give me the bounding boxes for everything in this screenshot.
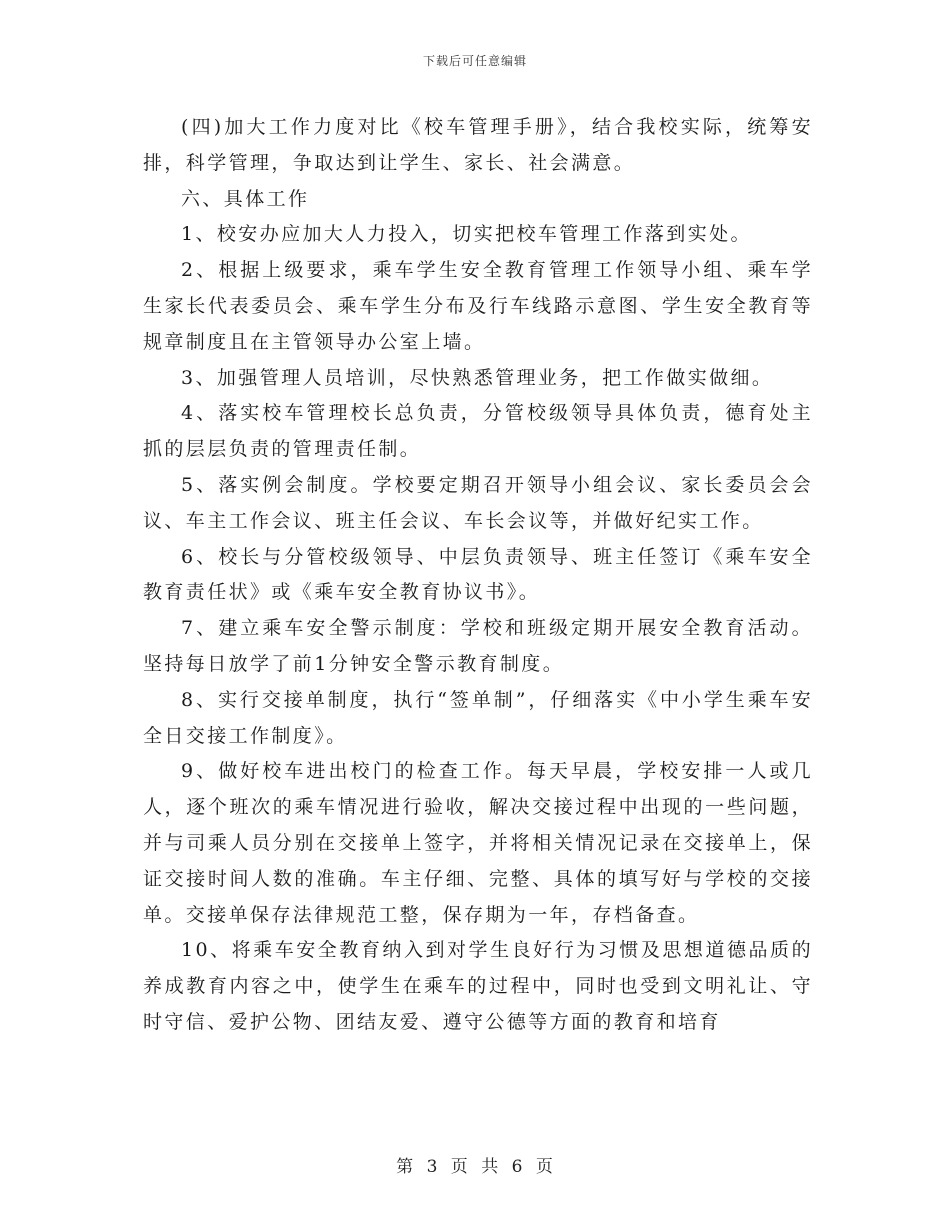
section-heading: 六、具体工作 xyxy=(181,187,310,210)
paragraph: (四)加大工作力度对比《校车管理手册》，结合我校实际，统筹安排，科学管理，争取达到让学生、家长、社会满意。 xyxy=(143,116,813,174)
paragraph: 3、加强管理人员培训，尽快熟悉管理业务，把工作做实做细。 xyxy=(181,366,774,389)
page-header-note: 下载后可任意编辑 xyxy=(422,54,527,68)
paragraph: 1、校安办应加大人力投入，切实把校车管理工作落到实处。 xyxy=(181,223,752,246)
paragraph: 4、落实校车管理校长总负责，分管校级领导具体负责，德育处主抓的层层负责的管理责任制。 xyxy=(143,402,813,461)
paragraph: 5、落实例会制度。学校要定期召开领导小组会议、家长委员会会议、车主工作会议、班主任会议、车长会议等，并做好纪实工作。 xyxy=(143,473,813,532)
paragraph: 2、根据上级要求，乘车学生安全教育管理工作领导小组、乘车学生家长代表委员会、乘车学生分布及行车线路示意图、学生安全教育等规章制度且在主管领导办公室上墙。 xyxy=(143,259,813,353)
paragraph: 9、做好校车进出校门的检查工作。每天早晨，学校安排一人或几人，逐个班次的乘车情况进行验收，解决交接过程中出现的一些问题，并与司乘人员分别在交接单上签字，并将相关情况记录在交接单上，保证交接时间人数的准确。车主仔细、完整、具体的填写好与学校的交接单。交接单保存法律规范工整，保存期为一年，存档备查。 xyxy=(143,760,813,926)
document-body xyxy=(143,110,813,1041)
page-number: 第 3 页 共 6 页 xyxy=(396,1157,554,1177)
paragraph: 8、实行交接单制度，执行“签单制”，仔细落实《中小学生乘车安全日交接工作制度》。 xyxy=(143,688,813,747)
paragraph: 7、建立乘车安全警示制度：学校和班级定期开展安全教育活动。坚持每日放学了前1分钟安全警示教育制度。 xyxy=(143,617,813,675)
paragraph: 10、将乘车安全教育纳入到对学生良好行为习惯及思想道德品质的养成教育内容之中，使学生在乘车的过程中，同时也受到文明礼让、守时守信、爱护公物、团结友爱、遵守公德等方面的教育和培育 xyxy=(143,939,813,1033)
paragraph: 6、校长与分管校级领导、中层负责领导、班主任签订《乘车安全教育责任状》或《乘车安全教育协议书》。 xyxy=(143,545,813,604)
